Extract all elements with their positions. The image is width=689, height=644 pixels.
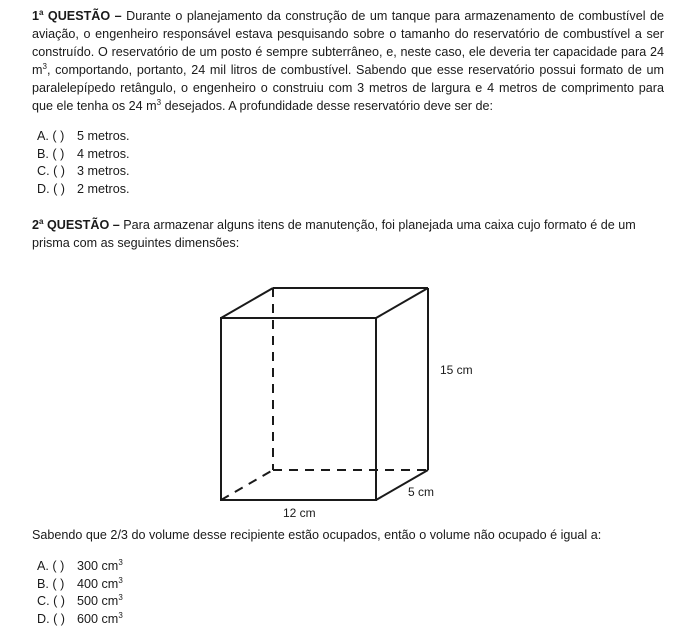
height-label: 15 cm	[440, 363, 473, 377]
option-b[interactable]: B. ( ) 4 metros.	[37, 146, 130, 161]
option-c[interactable]: C. ( ) 3 metros.	[37, 164, 130, 178]
question-1-options	[37, 128, 130, 198]
prism-drawing	[210, 280, 490, 520]
question-1-title: 1$^a$ QUESTÃO –	[32, 7, 127, 23]
question-2-prompt: Sabendo que 2/3 do volume desse recipiente estão ocupados, então o volume não ocupado é igual a:	[32, 528, 602, 542]
hidden-depth-edge	[221, 470, 273, 500]
question-2-text: Para armazenar alguns itens de manutenção, foi planejada uma caixa cujo formato é de um prisma com as seguintes dimensões:	[32, 218, 636, 250]
option-d[interactable]: D. ( ) 2 metros.	[37, 181, 130, 196]
question-2-options	[37, 558, 123, 628]
option-d[interactable]: D. ( ) 600 $cm^3$	[37, 610, 123, 626]
option-a[interactable]: A. ( ) 300 $cm^3$	[37, 557, 123, 573]
prism-figure	[210, 280, 490, 520]
option-a[interactable]: A. ( ) 5 metros.	[37, 129, 130, 143]
question-2-title: 2$^a$ QUESTÃO –	[32, 216, 124, 232]
option-c[interactable]: C. ( ) 500 $cm^3$	[37, 592, 123, 608]
top-right-edge	[376, 288, 428, 318]
option-b[interactable]: B. ( ) 400 $cm^3$	[37, 575, 123, 591]
front-face	[221, 318, 376, 500]
top-left-edge	[221, 288, 273, 318]
question-2	[32, 216, 668, 252]
width-label: 12 cm	[283, 506, 316, 520]
question-1	[32, 7, 664, 115]
question-1-text: Durante o planejamento da construção de um tanque para armazenamento de combustível de aviação, o engenheiro responsável estava pesquisando sobre o tamanho do reservatório de combustível a ser construído. O reservatório de um posto é sempre subterrâneo, e, neste caso, ele deveria ter capacidade para 24 $m^3$, comportando, portanto, 24 mil litros de combustível. Sabendo que esse reservatório possui formato de um paralelepípedo retângulo, o engenheiro o construiu com 3 metros de largura e 4 metros de comprimento para que ele tenha os 24 $m^3$ desejados. A profundidade desse reservatório deve ser de:	[32, 9, 664, 113]
depth-label: 5 cm	[408, 485, 435, 499]
